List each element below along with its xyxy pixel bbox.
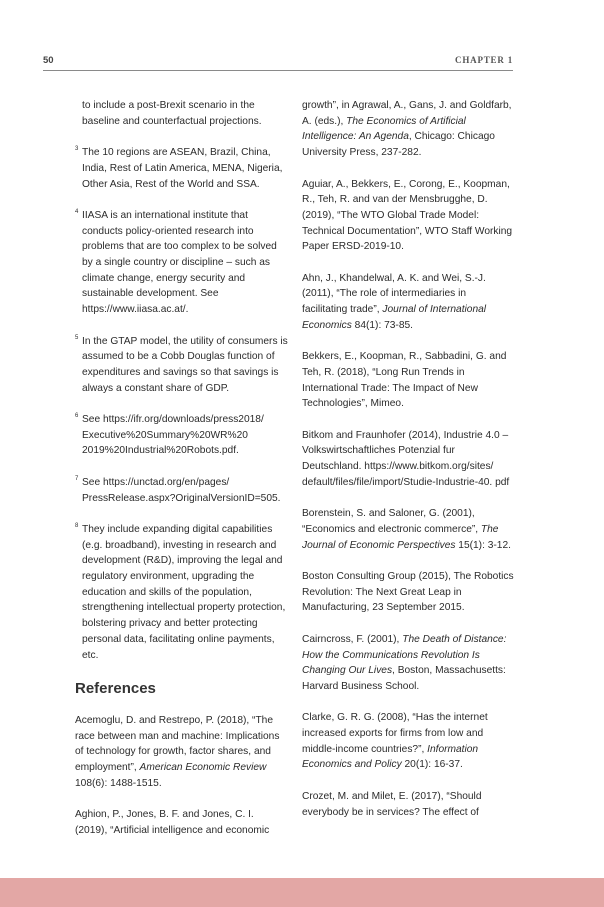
ref-text: Borenstein, S. and Saloner, G. (2001), “Economics and electronic commerce”, xyxy=(302,508,481,535)
footnote-mark: 5 xyxy=(75,334,79,341)
footnote-mark: 7 xyxy=(75,475,79,482)
reference-entry xyxy=(302,569,514,616)
ref-text: Acemoglu, D. and Restrepo, P. (2018), “The race between man and machine: Implications of technology for growth, factor shares, and employment”, xyxy=(75,714,280,774)
ref-details: 20(1): 16-37. xyxy=(401,759,463,771)
footnote-4 xyxy=(75,208,288,318)
ref-text: Bekkers, E., Koopman, R., Sabbadini, G. and Teh, R. (2018), “Long Run Trends in International Trade: The Impact of New Technologies”, Mimeo. xyxy=(302,351,507,410)
ref-journal: Information Economics and Policy xyxy=(302,743,479,771)
ref-text: Bitkom and Fraunhofer (2014), Industrie 4.0 – Volkswirtschaftliches Potenzial fur Deutschland. https://www.bitkom.org/sites/ default/files/file/import/Studie-Industrie-40. pdf xyxy=(302,429,510,488)
ref-journal: Journal of International Economics xyxy=(302,304,487,331)
ref-journal: The Death of Distance: How the Communications Revolution Is Changing Our Lives xyxy=(302,633,507,677)
reference-entry xyxy=(302,789,514,820)
footnote-7 xyxy=(75,475,288,506)
footer-band xyxy=(0,878,604,907)
ref-text: growth”, in Agrawal, A., Gans, J. and Goldfarb, A. (eds.), xyxy=(302,100,512,127)
reference-entry xyxy=(302,710,514,773)
reference-entry xyxy=(302,177,514,256)
footnote-text: IIASA is an international institute that conducts policy-oriented research into problems that are too complex to be solved by a single country or discipline – such as climate change, energy security and sustainable development. See https://www.iiasa.ac.at/. xyxy=(82,209,277,316)
ref-text: Ahn, J., Khandelwal, A. K. and Wei, S.-J. (2011), “The role of intermediaries in facilitating trade”, xyxy=(302,272,486,316)
reference-entry xyxy=(75,713,288,792)
reference-entry xyxy=(75,807,288,838)
right-column xyxy=(302,98,514,836)
reference-entry xyxy=(302,428,514,491)
footnote-mark: 8 xyxy=(75,522,79,529)
footnote-text: The 10 regions are ASEAN, Brazil, China, India, Rest of Latin America, MENA, Nigeria, Other Asia, Rest of the World and SSA. xyxy=(82,147,283,190)
ref-text: Aguiar, A., Bekkers, E., Corong, E., Koopman, R., Teh, R. and van der Mensbrugghe, D. (2019), “The WTO Global Trade Model: Technical Documentation”, WTO Staff Working Paper ERSD-2019-10. xyxy=(302,178,513,253)
ref-text: Cairncross, F. (2001), xyxy=(302,633,403,645)
footnote-6 xyxy=(75,412,288,459)
footnote-text: to include a post-Brexit scenario in the baseline and counterfactual projections. xyxy=(82,100,262,127)
references-heading: References xyxy=(75,679,156,697)
reference-entry xyxy=(302,349,514,412)
footnote-5 xyxy=(75,334,288,397)
reference-entry xyxy=(302,506,514,553)
footnote-3 xyxy=(75,145,288,192)
ref-journal: American Economic Review xyxy=(139,762,267,774)
ref-details: , Chicago: Chicago University Press, 237-282. xyxy=(302,131,495,159)
footnote-text: They include expanding digital capabilities (e.g. broadband), investing in research and development (R&D), improving the legal and regulatory environment, upgrading the education and skills of the population, strengthening intellectual property protection, bolstering privacy and better protecting personal data, facilitating online payments, etc. xyxy=(82,523,286,661)
footnote-text: See https://ifr.org/downloads/press2018/ Executive%20Summary%20WR%20 2019%20Industrial%20Robots.pdf. xyxy=(82,414,264,457)
ref-text: Boston Consulting Group (2015), The Robotics Revolution: The Next Great Leap in Manufacturing, 23 September 2015. xyxy=(302,571,514,614)
reference-entry xyxy=(302,632,514,695)
ref-details: 108(6): 1488-1515. xyxy=(75,777,162,789)
ref-details: 84(1): 73-85. xyxy=(351,319,413,331)
footnote-text: See https://unctad.org/en/pages/ PressRelease.aspx?OriginalVersionID=505. xyxy=(82,476,281,504)
reference-entry xyxy=(302,98,514,161)
ref-text: Clarke, G. R. G. (2008), “Has the internet increased exports for firms from low and middle-income countries?”, xyxy=(302,712,488,755)
ref-journal: The Economics of Artificial Intelligence: An Agenda xyxy=(302,115,466,143)
ref-details: 15(1): 3-12. xyxy=(455,539,511,551)
reference-entry xyxy=(302,271,514,334)
ref-journal: The Journal of Economic Perspectives xyxy=(302,523,499,551)
ref-text: Crozet, M. and Milet, E. (2017), “Should everybody be in services? The effect of xyxy=(302,790,482,818)
footnote-text: In the GTAP model, the utility of consumers is assumed to be a Cobb Douglas function of expenditures and savings so that savings is always a constant share of GDP. xyxy=(82,335,288,394)
ref-details: , Boston, Massachusetts: Harvard Business School. xyxy=(302,665,506,692)
footnote-mark: 6 xyxy=(75,413,79,419)
footnote-mark: 4 xyxy=(75,208,79,215)
page-number: 50 xyxy=(43,55,54,66)
ref-text: Aghion, P., Jones, B. F. and Jones, C. I. (2019), “Artificial intelligence and economic xyxy=(75,809,270,836)
footnote-8 xyxy=(75,522,288,663)
footnote-continued xyxy=(75,98,288,129)
footnote-mark: 3 xyxy=(75,146,79,153)
header-divider xyxy=(43,70,513,71)
left-column xyxy=(75,98,288,854)
chapter-label: CHAPTER 1 xyxy=(455,55,513,65)
